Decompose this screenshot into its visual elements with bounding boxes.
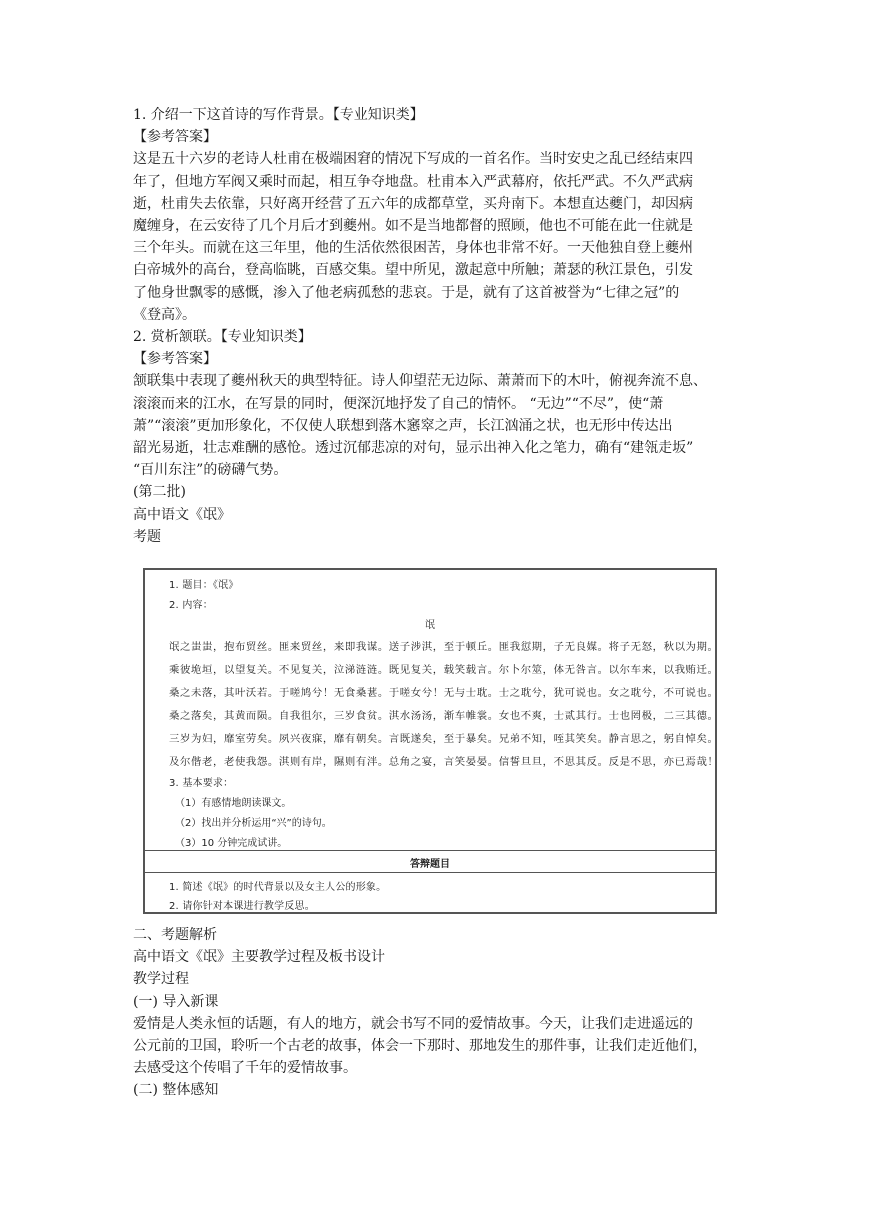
question-2-title: 2. 赏析颔联。【专业知识类】 [133,329,312,346]
answer-1-line: 了他身世飘零的感慨，渗入了他老病孤愁的悲哀。于是，就有了这首被誉为“七律之冠”的 [133,284,680,301]
poem-line: 及尔偕老，老使我怨。淇则有岸，隰则有泮。总角之宴，言笑晏晏。信誓旦旦，不思其反。反是不思，亦已焉哉！ [169,756,719,768]
answer-2-line: 韶光易逝，壮志难酬的感怆。透过沉郁悲凉的对句，显示出神入化之笔力，确有“建瓴走坂” [133,440,694,457]
poem-title: 氓 [425,620,435,631]
answer-1-line: 魔缠身，在云安待了几个月后才到夔州。如不是当地都督的照顾，他也不可能在此一住就是 [133,218,693,235]
answer-label: 【参考答案】 [133,129,217,146]
batch-label: (第二批) [133,484,186,501]
step-1-title: (一) 导入新课 [133,993,219,1010]
document-page [133,104,739,548]
exam-item-title: 1. 题目：《氓》 [169,580,239,591]
question-1-title: 1. 介绍一下这首诗的写作背景。【专业知识类】 [133,107,424,123]
answer-1-line: 年了，但地方军阀又乘时而起，相互争夺地盘。杜甫本入严武幕府，依托严武。不久严武病 [133,173,693,190]
table-divider [145,872,715,873]
section-subtitle: 高中语文《氓》主要教学过程及板书设计 [133,949,385,966]
step-2-title: (二) 整体感知 [133,1082,219,1099]
intro-line: 爱情是人类永恒的话题，有人的地方，就会书写不同的爱情故事。今天，让我们走进遥远的 [133,1015,693,1032]
poem-line: 乘彼垝垣，以望复关。不见复关，泣涕涟涟。既见复关，载笑载言。尔卜尔筮，体无咎言。以尔车来，以我贿迁。 [169,664,719,676]
answer-2-line: 颔联集中表现了夔州秋天的典型特征。诗人仰望茫无边际、萧萧而下的木叶，俯视奔流不息、 [133,373,707,390]
defense-question: 1. 简述《氓》的时代背景以及女主人公的形象。 [169,882,387,893]
answer-label: 【参考答案】 [133,351,217,368]
answer-1-line: 这是五十六岁的老诗人杜甫在极端困窘的情况下写成的一首名作。当时安史之乱已经结束四 [133,151,693,168]
exam-label: 考题 [133,528,161,545]
table-divider [145,850,715,851]
requirement-item: （2）找出并分析运用“兴”的诗句。 [175,818,332,829]
defense-question: 2. 请你针对本课进行教学反思。 [169,901,315,912]
section-heading: 二、考题解析 [133,927,217,943]
answer-1-paragraph [133,148,739,326]
poem-line: 桑之未落，其叶沃若。于嗟鸠兮！无食桑葚。于嗟女兮！无与士耽。士之耽兮，犹可说也。女之耽兮，不可说也。 [169,687,719,699]
analysis-section [133,924,739,1102]
poem-line: 氓之蚩蚩，抱布贸丝。匪来贸丝，来即我谋。送子涉淇，至于顿丘。匪我愆期，子无良媒。将子无怒，秋以为期。 [169,641,719,653]
exam-question-image [143,568,717,914]
intro-line: 去感受这个传唱了千年的爱情故事。 [133,1060,357,1077]
answer-1-line: 三个年头。而就在这三年里，他的生活依然很困苦，身体也非常不好。一天他独自登上夔州 [133,240,693,257]
answer-2-line: “百川东注”的磅礴气势。 [133,462,288,479]
intro-line: 公元前的卫国，聆听一个古老的故事，体会一下那时、那地发生的那件事，让我们走近他们， [133,1038,707,1055]
subject-title: 高中语文《氓》 [133,506,231,523]
answer-2-paragraph [133,370,739,481]
answer-2-line: 滚滚而来的江水，在写景的同时，便深沉地抒发了自己的情怀。 “无边”“不尽”，使“萧 [133,395,664,412]
process-label: 教学过程 [133,971,189,988]
answer-1-line: 《登高》。 [133,306,196,323]
requirement-item: （1）有感情地朗读课文。 [175,798,292,809]
exam-item-content: 2. 内容： [169,600,213,611]
answer-1-line: 逝，杜甫失去依靠，只好离开经营了五六年的成都草堂，买舟南下。本想直达夔门，却因病 [133,195,693,212]
exam-item-requirements: 3. 基本要求： [169,778,234,789]
defense-header: 答辩题目 [410,859,450,870]
poem-line: 三岁为妇，靡室劳矣。夙兴夜寐，靡有朝矣。言既遂矣，至于暴矣。兄弟不知，咥其笑矣。静言思之，躬自悼矣。 [169,733,719,745]
requirement-item: （3）10 分钟完成试讲。 [175,838,288,849]
answer-1-line: 白帝城外的高台，登高临眺，百感交集。望中所见，激起意中所触；萧瑟的秋江景色，引发 [133,262,693,279]
poem-line: 桑之落矣，其黄而陨。自我徂尔，三岁食贫。淇水汤汤，渐车帷裳。女也不爽，士贰其行。士也罔极，二三其德。 [169,710,719,722]
answer-2-line: 萧”“滚滚”更加形象化，不仅使人联想到落木窸窣之声，长江汹涌之状，也无形中传达出 [133,417,673,434]
